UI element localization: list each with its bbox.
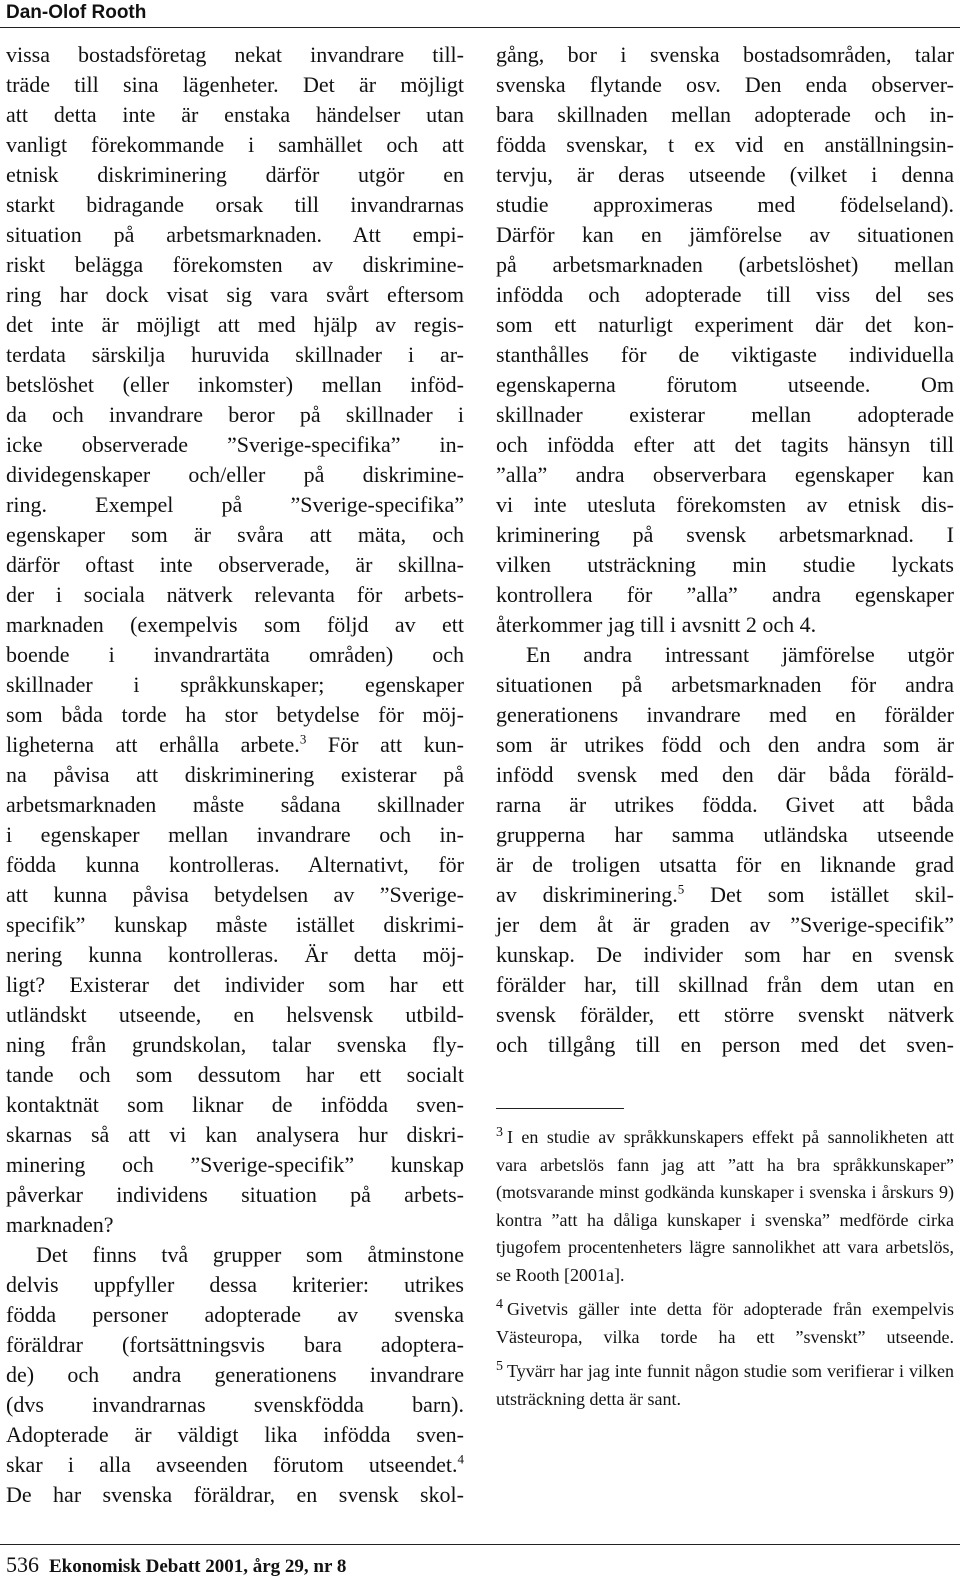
text-line: marknaden (exempelvis som följd av ett [6,612,464,637]
text-line: vi inte utesluta förekomsten av etnisk dis- [496,492,954,517]
footnote-ref-4[interactable]: 4 [457,1451,464,1467]
text-line: infödd svensk med den där båda föräld- [496,762,954,787]
text-line: etnisk diskriminering därför utgör en [6,162,464,187]
text-line: träde till sina lägenheter. Det är möjligt [6,72,464,97]
journal-citation: Ekonomisk Debatt 2001, årg 29, nr 8 [49,1556,347,1577]
text-line: därför oftast inte observerade, är skillna- [6,552,464,577]
text-line: skarnas så att vi kan analysera hur diskri- [6,1122,464,1147]
footnote-text: Givetvis gäller inte detta för adopterade från exempelvis Västeuropa, vilka torde ha ett ”svenskt” utseende. [496,1299,954,1347]
text-line: betslöshet (eller inkomster) mellan inföd- [6,372,464,397]
text-line: grupperna har samma utländska utseende [496,822,954,847]
footnotes [496,1124,954,1420]
footer-rule [0,1544,960,1545]
text-line: i egenskaper mellan invandrare och in- [6,822,464,847]
text-line: de) och andra generationens invandrare [6,1362,464,1387]
text-line: Därför kan en jämförelse av situationen [496,222,954,247]
text-line: De har svenska föräldrar, en svensk skol- [6,1482,464,1507]
footnote-text: Tyvärr har jag inte funnit någon studie som verifierar i vilken utsträckning detta är sant. [496,1361,954,1409]
text-line: gång, bor i svenska bostadsområden, talar [496,42,954,67]
text-line: starkt bidragande orsak till invandrarnas [6,192,464,217]
text-line: jer dem åt är graden av ”Sverige-specifik” [496,912,954,937]
text-line: skar i alla avseenden förutom utseendet. [6,1452,458,1477]
text-line: på arbetsmarknaden (arbetslöshet) mellan [496,252,954,277]
text-line: kunskap. De individer som har en svensk [496,942,954,967]
text-line: födda personer adopterade av svenska [6,1302,464,1327]
footnote-text: I en studie av språkkunskapers effekt på sannolikheten att vara arbetslös fann jag att ”att ha bra språkkunskaper” (motsvarande minst godkända kunskaper i svenska i årskurs 9) kontra ”att ha dåliga kunskaper i svenska” medförde cirka tjugofem procentenheters lägre sannolikhet att vara arbetslös, se Rooth [2001a]. [496,1127,954,1285]
text-line: som är utrikes född och den andra som är [496,732,954,757]
text-line: ligheterna att erhålla arbete. [6,732,300,757]
text-line: icke observerade ”Sverige-specifika” in- [6,432,464,457]
left-paragraph-1-end [6,1210,464,1240]
text-line: bara skillnaden mellan adopterade och in- [496,102,954,127]
text-line: födda kunna kontrolleras. Alternativt, för [6,852,464,877]
footnote-number: 4 [496,1297,503,1312]
footnote-4 [496,1296,954,1351]
left-paragraph-1 [6,40,464,1210]
text-line: påverkar individens situation på arbets- [6,1182,464,1207]
text-line: ning från grundskolan, talar svenska fly- [6,1032,464,1057]
text-line: dividegenskaper och/eller på diskrimine- [6,462,464,487]
text-line: Adopterade är väldigt lika infödda sven- [6,1422,464,1447]
left-paragraph-2-end [6,1480,464,1510]
page-footer [6,1552,346,1578]
text-line: kontaktnät som liknar de infödda sven- [6,1092,464,1117]
text-line: situationen på arbetsmarknaden för andra [496,672,954,697]
text-line: tervju, är deras utseende (vilket i denna [496,162,954,187]
text-line: infödda och adopterade till viss del ses [496,282,954,307]
text-line: kriminering på svensk arbetsmarknad. I [496,522,954,547]
footnote-rule [496,1108,624,1109]
text-line: svensk förälder, ett större svenskt nätverk [496,1002,954,1027]
text-line: återkommer jag till i avsnitt 2 och 4. [496,612,817,637]
text-line: som ett naturligt experiment där det kon- [496,312,954,337]
footnote-ref-3[interactable]: 3 [299,731,307,747]
text-line: da och invandrare beror på skillnader i [6,402,464,427]
text-line: föräldrar (fortsättningsvis bara adoptera- [6,1332,464,1357]
text-line: skillnader existerar mellan adopterade [496,402,954,427]
text-line: av diskriminering. [496,882,678,907]
text-line: ring har dock visat sig vara svårt eftersom [6,282,464,307]
right-paragraph-1 [496,40,954,610]
text-line: egenskaperna förutom utseende. Om [496,372,954,397]
right-paragraph-2 [496,640,954,1060]
text-line: och tillgång till en person med det sven- [496,1032,954,1057]
text-line: ligt? Existerar det individer som har ett [6,972,464,997]
running-head-author: Dan-Olof Rooth [6,2,147,23]
text-line: stanthålles för de viktigaste individuella [496,342,954,367]
text-line: En andra intressant jämförelse utgör [526,642,954,667]
text-line: kontrollera för ”alla” andra egenskaper [496,582,954,607]
text-line: studie approximeras med födelseland). [496,192,954,217]
text-line: och infödda efter att det tagits hänsyn till [496,432,954,457]
text-line: födda svenskar, t ex vid en anställningsin- [496,132,954,157]
text-line: minering och ”Sverige-specifik” kunskap [6,1152,464,1177]
text-line: na påvisa att diskriminering existerar på [6,762,464,787]
text-line: marknaden? [6,1212,114,1237]
right-paragraph-1-end [496,610,954,640]
text-line: svenska flytande osv. Den enda observer- [496,72,954,97]
text-line: att kunna påvisa betydelsen av ”Sverige- [6,882,464,907]
text-line: delvis uppfyller dessa kriterier: utrikes [6,1272,464,1297]
footnote-number: 3 [496,1125,503,1140]
text-line: utländskt utseende, en helsvensk utbild- [6,1002,464,1027]
text-line: skillnader i språkkunskaper; egenskaper [6,672,464,697]
left-column [6,40,464,1510]
text-line: der i sociala nätverk relevanta för arbets- [6,582,464,607]
text-line: Det som istället skil- [684,882,954,907]
header-rule [0,27,960,28]
text-line: situation på arbetsmarknaden. Att empi- [6,222,464,247]
text-line: är de troligen utsatta för en liknande grad [496,852,954,877]
text-line: specifik” kunskap måste istället diskrimi- [6,912,464,937]
right-column [496,40,954,1060]
text-line: vissa bostadsföretag nekat invandrare till- [6,42,464,67]
text-line: vilken utsträckning min studie lyckats [496,552,954,577]
text-line: att detta inte är enstaka händelser utan [6,102,464,127]
text-line: För att kun- [306,732,464,757]
text-line: rarna är utrikes födda. Givet att båda [496,792,954,817]
text-line: boende i invandrartäta områden) och [6,642,464,667]
text-line: arbetsmarknaden måste sådana skillnader [6,792,464,817]
footnote-3 [496,1124,954,1289]
page-number: 536 [6,1552,39,1577]
text-line: ring. Exempel på ”Sverige-specifika” [6,492,464,517]
text-line: Det finns två grupper som åtminstone [36,1242,464,1267]
text-line: det inte är möjligt att med hjälp av regis- [6,312,464,337]
footnote-number: 5 [496,1359,503,1374]
footnote-5 [496,1358,954,1413]
text-line: ”alla” andra observerbara egenskaper kan [496,462,954,487]
text-line: vanligt förekommande i samhället och att [6,132,464,157]
text-line: generationens invandrare med en förälder [496,702,954,727]
footnote-ref-5[interactable]: 5 [677,881,685,897]
text-line: (dvs invandrarnas svenskfödda barn). [6,1392,464,1417]
text-line: nering kunna kontrolleras. Är detta möj- [6,942,464,967]
text-line: riskt belägga förekomsten av diskrimine- [6,252,464,277]
text-line: terdata särskilja huruvida skillnader i ar- [6,342,464,367]
text-line: tande och som dessutom har ett socialt [6,1062,464,1087]
left-paragraph-2 [6,1240,464,1480]
text-line: förälder har, till skillnad från dem utan en [496,972,954,997]
text-line: egenskaper som är svåra att mäta, och [6,522,464,547]
text-line: som båda torde ha stor betydelse för möj- [6,702,464,727]
